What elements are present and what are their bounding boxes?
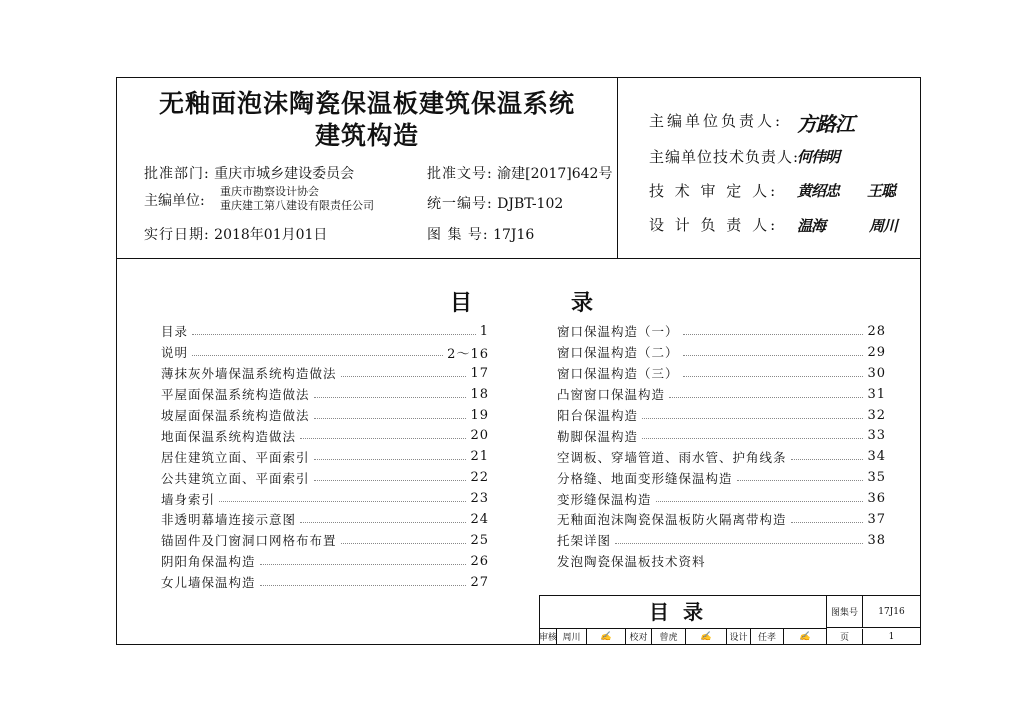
effective-date-label: 实行日期: bbox=[144, 227, 210, 243]
check-label: 校对 bbox=[626, 629, 652, 645]
toc-item-title: 坡屋面保温系统构造做法 bbox=[161, 408, 310, 423]
toc-item[interactable] bbox=[161, 467, 489, 488]
toc-item-page: 30 bbox=[867, 365, 886, 381]
title-block bbox=[539, 595, 921, 645]
signature-design-lead-1: 温海 bbox=[797, 217, 826, 235]
editor-unit-1: 重庆市勘察设计协会 bbox=[220, 185, 319, 198]
toc-item-title: 女儿墙保温构造 bbox=[161, 575, 256, 591]
toc-item[interactable] bbox=[557, 530, 886, 551]
toc-item-title: 阳台保温构造 bbox=[557, 408, 639, 423]
leader-dots bbox=[341, 376, 467, 377]
effective-date bbox=[144, 225, 327, 245]
toc-item-page: 22 bbox=[470, 470, 489, 486]
toc-item-title: 窗口保温构造（二） bbox=[557, 345, 679, 361]
toc-item-page: 29 bbox=[867, 344, 886, 360]
tech-reviewer-label: 技 术 审 定 人: bbox=[649, 182, 779, 200]
toc-item-title: 说明 bbox=[161, 345, 189, 361]
toc-item-title: 空调板、穿墙管道、雨水管、护角线条 bbox=[557, 449, 787, 465]
toc-item-title: 居住建筑立面、平面索引 bbox=[161, 449, 310, 465]
page-number: 1 bbox=[863, 629, 921, 645]
title-block-atlas-label: 图集号 bbox=[827, 596, 863, 628]
tech-director-label: 主编单位技术负责人: bbox=[649, 148, 800, 166]
leader-dots bbox=[260, 585, 467, 586]
toc-item-title: 窗口保温构造（三） bbox=[557, 366, 679, 382]
leader-dots bbox=[192, 355, 443, 356]
toc-item-title: 变形缝保温构造 bbox=[557, 491, 652, 507]
title-block-atlas-no: 17J16 bbox=[863, 596, 921, 628]
leader-dots bbox=[192, 334, 476, 335]
toc-item-title: 窗口保温构造（一） bbox=[557, 324, 679, 340]
leader-dots bbox=[300, 522, 466, 523]
toc-item-title: 凸窗窗口保温构造 bbox=[557, 387, 666, 403]
toc-item-page: 37 bbox=[867, 511, 886, 527]
toc-item[interactable] bbox=[557, 467, 886, 488]
toc-item[interactable] bbox=[557, 321, 886, 342]
approval-doc-value: 渝建[2017]642号 bbox=[497, 166, 613, 182]
toc-item-page: 17 bbox=[470, 365, 489, 381]
approval-doc bbox=[427, 164, 612, 184]
approval-dept-label: 批准部门: bbox=[144, 166, 210, 182]
atlas-no bbox=[427, 225, 534, 245]
signature-tech-director: 何伟明 bbox=[797, 148, 840, 166]
toc-item-title: 公共建筑立面、平面索引 bbox=[161, 470, 310, 486]
toc-item[interactable] bbox=[161, 342, 489, 363]
editor-unit-label: 主编单位: bbox=[144, 193, 205, 209]
drawing-frame bbox=[116, 77, 921, 645]
leader-dots bbox=[656, 501, 864, 502]
toc-item-page: 28 bbox=[867, 323, 886, 339]
tech-reviewer-row bbox=[649, 180, 778, 201]
signature-panel bbox=[619, 78, 919, 258]
toc-item-page: 23 bbox=[470, 491, 489, 507]
toc-item-page: 19 bbox=[470, 407, 489, 423]
atlas-no-label: 图 集 号: bbox=[427, 227, 489, 243]
leader-dots bbox=[683, 376, 864, 377]
page-label: 页 bbox=[827, 629, 863, 645]
tech-director-row bbox=[649, 146, 799, 167]
header-left bbox=[117, 78, 618, 258]
leader-dots bbox=[314, 459, 467, 460]
toc-item[interactable] bbox=[161, 425, 489, 446]
toc-item[interactable] bbox=[161, 509, 489, 530]
leader-dots bbox=[737, 480, 864, 481]
design-lead-label: 设 计 负 责 人: bbox=[649, 216, 779, 234]
effective-date-value: 2018年01月01日 bbox=[214, 227, 328, 243]
toc-item-title: 平屋面保温系统构造做法 bbox=[161, 387, 310, 403]
toc-item-page: 24 bbox=[470, 511, 489, 527]
toc-item-page: 36 bbox=[867, 491, 886, 507]
toc-item[interactable] bbox=[557, 509, 886, 530]
toc-heading-char-1: 目 bbox=[450, 291, 473, 316]
toc-item-page: 32 bbox=[867, 407, 886, 423]
toc-item-title: 锚固件及门窗洞口网格布布置 bbox=[161, 533, 337, 549]
leader-dots bbox=[791, 522, 864, 523]
toc-item[interactable] bbox=[557, 384, 886, 405]
main-title: 无釉面泡沫陶瓷保温板建筑保温系统 bbox=[158, 89, 575, 118]
leader-dots bbox=[314, 418, 467, 419]
toc-item[interactable] bbox=[557, 363, 886, 384]
design-signature: ✍ bbox=[784, 629, 827, 645]
toc-item-page: 1 bbox=[479, 323, 489, 339]
toc-item[interactable] bbox=[161, 363, 489, 384]
leader-dots bbox=[642, 418, 863, 419]
toc-item-page: 34 bbox=[867, 449, 886, 465]
design-name: 任孝 bbox=[751, 629, 784, 645]
toc-item-page: 26 bbox=[470, 553, 489, 569]
leader-dots bbox=[260, 564, 467, 565]
toc-item-title: 勒脚保温构造 bbox=[557, 428, 639, 444]
leader-dots bbox=[219, 501, 466, 502]
editor-unit-list bbox=[220, 185, 374, 213]
leader-dots bbox=[683, 334, 864, 335]
signature-chief-editor: 方路江 bbox=[797, 112, 854, 136]
approval-dept-value: 重庆市城乡建设委员会 bbox=[214, 166, 355, 182]
leader-dots bbox=[314, 480, 467, 481]
toc-item-page: 31 bbox=[867, 386, 886, 402]
toc-item-title: 非透明幕墙连接示意图 bbox=[161, 512, 297, 528]
review-name: 周川 bbox=[557, 629, 587, 645]
toc-item-page: 18 bbox=[470, 386, 489, 402]
check-signature: ✍ bbox=[686, 629, 727, 645]
toc-item[interactable] bbox=[161, 530, 489, 551]
review-label: 审核 bbox=[540, 629, 557, 645]
toc-item[interactable] bbox=[161, 488, 489, 509]
toc-left-column bbox=[161, 321, 489, 593]
signature-tech-reviewer-2: 王聪 bbox=[867, 182, 896, 200]
toc-item-page: 20 bbox=[470, 428, 489, 444]
toc-item-title: 无釉面泡沫陶瓷保温板防火隔离带构造 bbox=[557, 512, 787, 528]
toc-item[interactable] bbox=[161, 446, 489, 467]
check-name: 曾虎 bbox=[652, 629, 686, 645]
toc-item-page: 33 bbox=[867, 428, 886, 444]
toc-item-page: 25 bbox=[470, 532, 489, 548]
header-block bbox=[117, 78, 920, 259]
leader-dots bbox=[341, 543, 467, 544]
leader-dots bbox=[791, 459, 864, 460]
toc-item[interactable] bbox=[161, 572, 489, 593]
title-block-signoff-row bbox=[540, 629, 921, 645]
toc-item-page: 2～16 bbox=[447, 346, 489, 362]
leader-dots bbox=[300, 438, 466, 439]
unified-no-value: DJBT-102 bbox=[497, 196, 564, 212]
toc-heading bbox=[117, 286, 920, 316]
sub-title: 建筑构造 bbox=[314, 121, 419, 150]
leader-dots bbox=[314, 397, 467, 398]
design-lead-row bbox=[649, 214, 778, 235]
toc-item-title: 薄抹灰外墙保温系统构造做法 bbox=[161, 366, 337, 382]
leader-dots bbox=[642, 438, 863, 439]
toc-item-page: 21 bbox=[470, 449, 489, 465]
toc-item-title: 目录 bbox=[161, 324, 189, 340]
signature-design-lead-2: 周川 bbox=[869, 217, 898, 235]
toc-item-title: 墙身索引 bbox=[161, 491, 216, 507]
atlas-no-value: 17J16 bbox=[493, 227, 535, 243]
toc-item-title: 发泡陶瓷保温板技术资料 bbox=[557, 554, 706, 570]
toc-item[interactable] bbox=[161, 321, 489, 342]
chief-editor-label: 主编单位负责人: bbox=[649, 112, 784, 130]
design-label: 设计 bbox=[727, 629, 751, 645]
toc-item[interactable] bbox=[557, 488, 886, 509]
toc-item[interactable] bbox=[557, 446, 886, 467]
toc-item[interactable] bbox=[557, 425, 886, 446]
review-signature: ✍ bbox=[587, 629, 626, 645]
approval-doc-label: 批准文号: bbox=[427, 166, 493, 182]
toc-item[interactable] bbox=[557, 342, 886, 363]
toc-item[interactable] bbox=[161, 384, 489, 405]
toc-item[interactable] bbox=[161, 405, 489, 426]
toc-item-page: 35 bbox=[867, 470, 886, 486]
leader-dots bbox=[683, 355, 864, 356]
toc-right-column bbox=[557, 321, 886, 572]
title-block-name: 目录 bbox=[540, 596, 827, 629]
signature-tech-reviewer-1: 黄绍忠 bbox=[797, 182, 840, 200]
toc-item[interactable] bbox=[557, 551, 886, 572]
toc-item-page: 27 bbox=[470, 574, 489, 590]
toc-heading-char-2: 录 bbox=[571, 291, 594, 316]
chief-editor-row bbox=[649, 110, 783, 131]
toc-item[interactable] bbox=[161, 551, 489, 572]
toc-item-title: 托架详图 bbox=[557, 533, 612, 549]
approval-dept bbox=[144, 164, 354, 184]
leader-dots bbox=[615, 543, 863, 544]
toc-item-title: 地面保温系统构造做法 bbox=[161, 428, 297, 444]
unified-no bbox=[427, 194, 563, 214]
leader-dots bbox=[669, 397, 863, 398]
toc-item-title: 分格缝、地面变形缝保温构造 bbox=[557, 470, 733, 486]
unified-no-label: 统一编号: bbox=[427, 196, 493, 212]
editor-unit-2: 重庆建工第八建设有限责任公司 bbox=[220, 199, 374, 212]
toc-item[interactable] bbox=[557, 405, 886, 426]
toc-item-title: 阴阳角保温构造 bbox=[161, 554, 256, 570]
toc-item-page: 38 bbox=[867, 532, 886, 548]
